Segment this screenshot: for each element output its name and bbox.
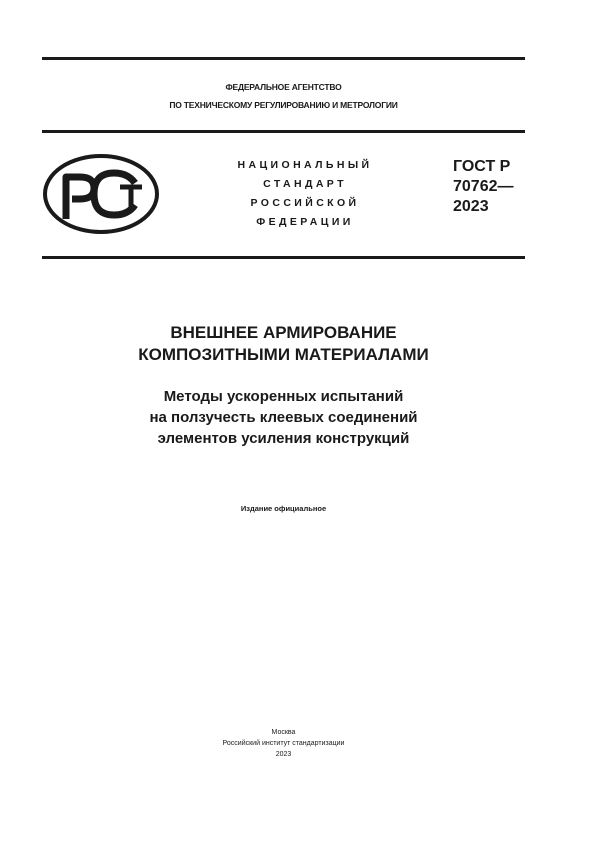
imprint (42, 727, 525, 760)
header-rule-upper (42, 130, 525, 133)
top-rule (42, 57, 525, 60)
subtitle-line-3: элементов усиления конструкций (157, 430, 410, 447)
national-standard-line-1: НАЦИОНАЛЬНЫЙ (237, 159, 373, 171)
imprint-publisher: Российский институт стандартизации (222, 740, 345, 747)
agency-line-2: ПО ТЕХНИЧЕСКОМУ РЕГУЛИРОВАНИЮ И МЕТРОЛОГИИ (169, 100, 398, 110)
designation-line-3: 2023 (453, 198, 489, 215)
document-title (42, 322, 525, 366)
title-line-1: ВНЕШНЕЕ АРМИРОВАНИЕ (170, 323, 397, 342)
standard-designation (453, 157, 514, 217)
subtitle-line-2: на ползучесть клеевых соединений (149, 409, 418, 426)
rst-certification-mark-icon (42, 153, 160, 235)
document-subtitle (42, 386, 525, 449)
title-line-2: КОМПОЗИТНЫМИ МАТЕРИАЛАМИ (138, 345, 429, 364)
designation-line-1: ГОСТ Р (453, 158, 511, 175)
national-standard-line-4: ФЕДЕРАЦИИ (256, 216, 354, 228)
subtitle-line-1: Методы ускоренных испытаний (163, 388, 404, 405)
imprint-city: Москва (271, 729, 296, 736)
agency-line-1: ФЕДЕРАЛЬНОЕ АГЕНТСТВО (225, 82, 342, 92)
letter-t-shape (120, 187, 142, 211)
letter-r-shape (66, 177, 94, 219)
edition-note: Издание официальное (240, 504, 327, 513)
header-rule-lower (42, 256, 525, 259)
national-standard-line-3: РОССИЙСКОЙ (250, 197, 360, 209)
designation-line-2: 70762— (453, 178, 514, 195)
national-standard-line-2: СТАНДАРТ (263, 178, 347, 190)
imprint-year: 2023 (275, 751, 292, 758)
